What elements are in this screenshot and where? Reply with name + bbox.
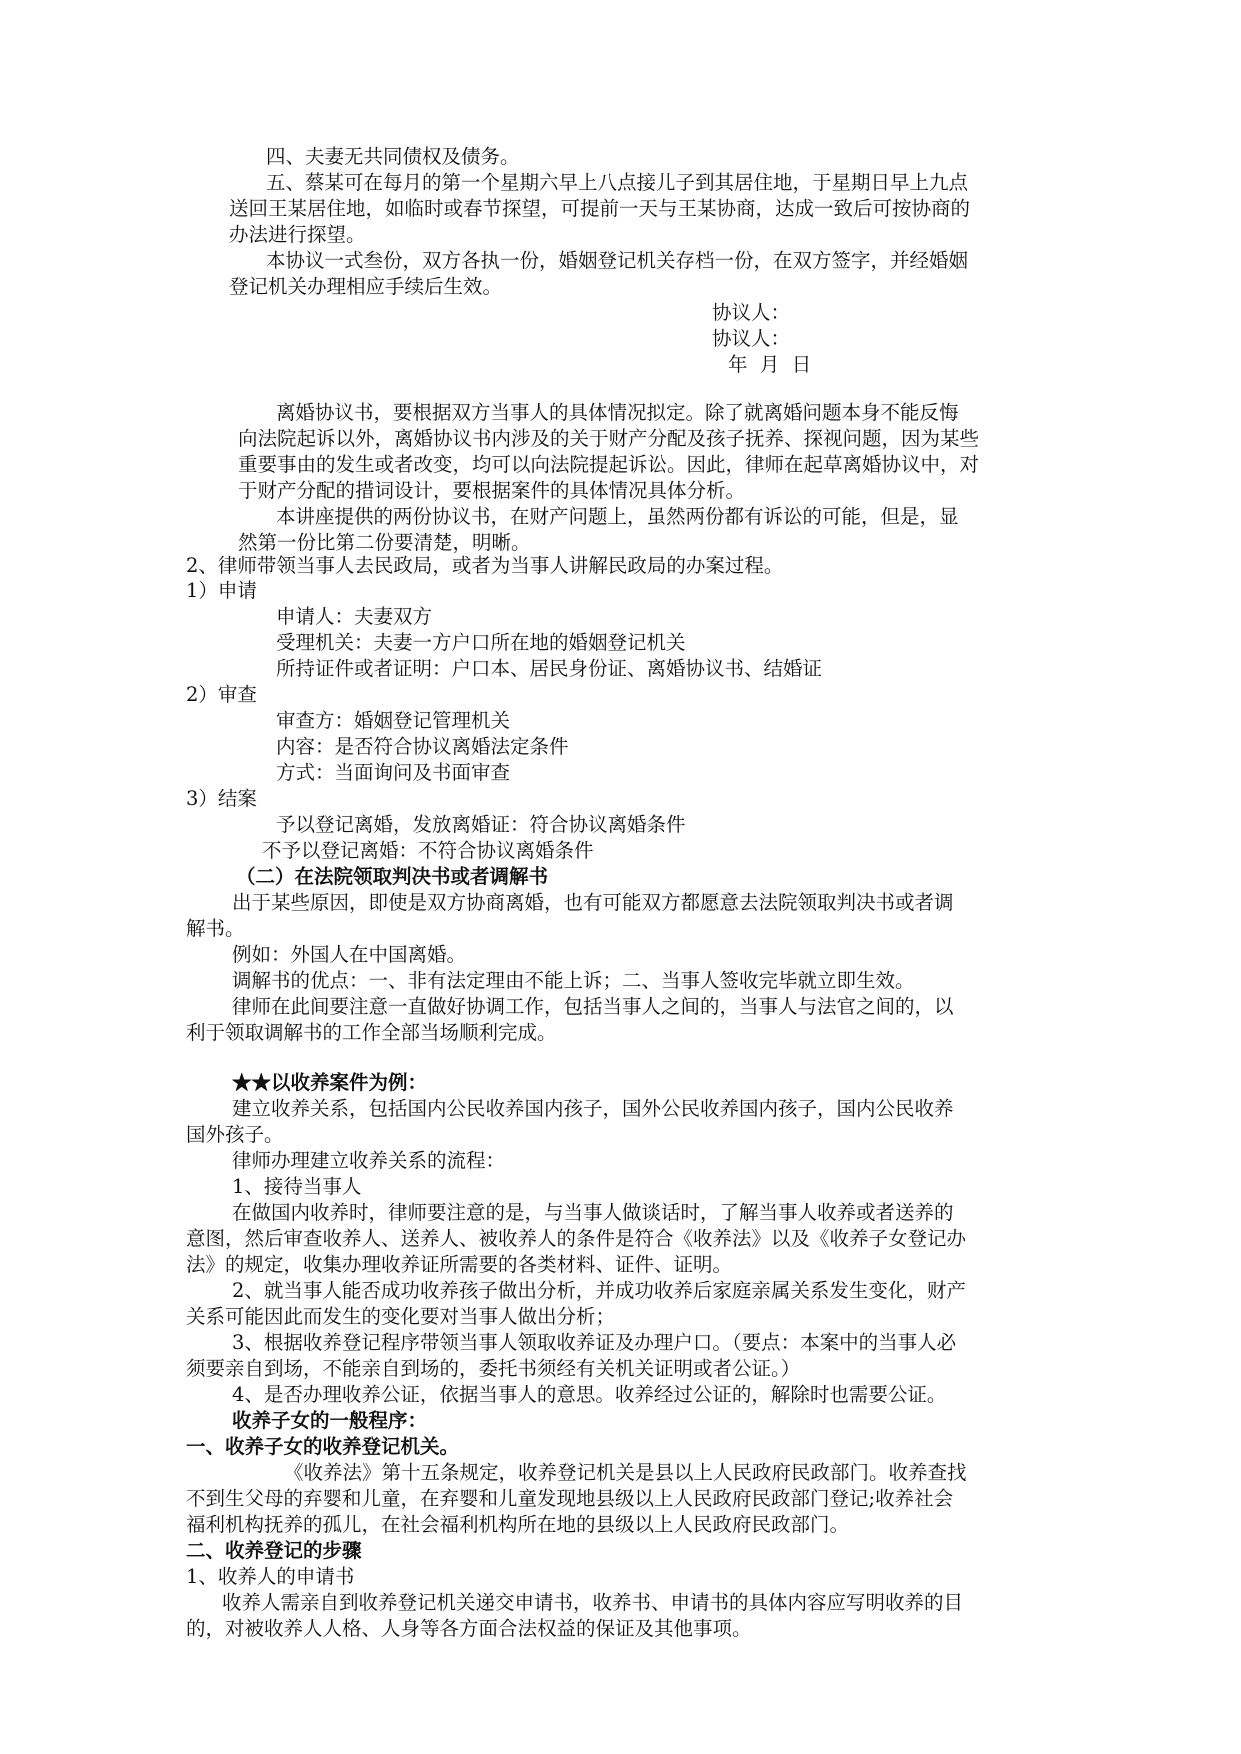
commentary-paragraph-1-cont: 向法院起诉以外，离婚协议书内涉及的关于财产分配及孩子抚养、探视问题，因为某些	[238, 427, 980, 450]
court-paragraph-3: 调解书的优点：一、非有法定理由不能上诉；二、当事人签收完毕就立即生效。	[232, 969, 915, 992]
section-heading-adoption: ★★以收养案件为例：	[232, 1071, 428, 1094]
commentary-paragraph-2: 本讲座提供的两份协议书，在财产问题上，虽然两份都有诉讼的可能，但是，显	[276, 505, 959, 528]
step-apply-authority: 受理机关：夫妻一方户口所在地的婚姻登记机关	[276, 631, 686, 654]
step-close-reject: 不予以登记离婚：不符合协议离婚条件	[262, 839, 594, 862]
adoption-step-3: 3、根据收养登记程序带领当事人领取收养证及办理户口。（要点：本案中的当事人必	[232, 1331, 957, 1354]
commentary-paragraph-2-cont: 然第一份比第二份要清楚，明晰。	[238, 531, 531, 554]
adoption-step-1: 1、接待当事人	[232, 1175, 362, 1198]
adoption-section-2-item-1: 1、收养人的申请书	[186, 1565, 355, 1588]
adoption-section-1-paragraph-cont: 不到生父母的弃婴和儿童，在弃婴和儿童发现地县级以上人民政府民政部门登记;收养社会	[186, 1487, 954, 1510]
signer-line-2: 协议人：	[712, 327, 791, 350]
adoption-paragraph-2: 律师办理建立收养关系的流程：	[232, 1149, 506, 1172]
adoption-general-heading: 收养子女的一般程序：	[232, 1409, 428, 1432]
adoption-section-1-heading: 一、收养子女的收养登记机关。	[186, 1435, 460, 1458]
step-review-content: 内容：是否符合协议离婚法定条件	[276, 735, 569, 758]
adoption-paragraph-4-cont: 意图，然后审查收养人、送养人、被收养人的条件是符合《收养法》以及《收养子女登记办	[186, 1227, 967, 1250]
step-apply: 1）申请	[186, 579, 257, 602]
agreement-item-4: 四、夫妻无共同债权及债务。	[266, 145, 520, 168]
agreement-copies-cont: 登记机关办理相应手续后生效。	[229, 275, 503, 298]
adoption-paragraph-1: 建立收养关系，包括国内公民收养国内孩子，国外公民收养国内孩子，国内公民收养	[232, 1097, 954, 1120]
agreement-copies: 本协议一式叁份，双方各执一份，婚姻登记机关存档一份，在双方签字，并经婚姻	[266, 249, 969, 272]
date-line: 年 月 日	[728, 353, 812, 376]
adoption-step-3-cont: 须要亲自到场，不能亲自到场的，委托书须经有关机关证明或者公证。）	[186, 1357, 801, 1380]
adoption-paragraph-4-cont: 法》的规定，收集办理收养证所需要的各类材料、证件、证明。	[186, 1253, 733, 1276]
step-review: 2）审查	[186, 683, 257, 706]
adoption-section-1-paragraph-cont: 福利机构抚养的孤儿，在社会福利机构所在地的县级以上人民政府民政部门。	[186, 1513, 850, 1536]
adoption-paragraph-4: 在做国内收养时，律师要注意的是，与当事人做谈话时，了解当事人收养或者送养的	[232, 1201, 954, 1224]
step-apply-documents: 所持证件或者证明：户口本、居民身份证、离婚协议书、结婚证	[276, 657, 823, 680]
section-heading-civil-affairs: 2、律师带领当事人去民政局，或者为当事人讲解民政局的办案过程。	[186, 554, 784, 577]
commentary-paragraph-1: 离婚协议书，要根据双方当事人的具体情况拟定。除了就离婚问题本身不能反悔	[276, 401, 959, 424]
adoption-section-2-paragraph: 收养人需亲自到收养登记机关递交申请书，收养书、申请书的具体内容应写明收养的目	[222, 1591, 964, 1614]
adoption-section-1-paragraph: 《收养法》第十五条规定，收养登记机关是县以上人民政府民政部门。收养查找	[284, 1461, 967, 1484]
court-paragraph-1: 出于某些原因，即使是双方协商离婚，也有可能双方都愿意去法院领取判决书或者调	[232, 891, 954, 914]
step-close: 3）结案	[186, 787, 257, 810]
court-paragraph-4-cont: 利于领取调解书的工作全部当场顺利完成。	[186, 1021, 557, 1044]
adoption-step-4: 4、是否办理收养公证，依据当事人的意思。收养经过公证的，解除时也需要公证。	[232, 1383, 947, 1406]
court-paragraph-4: 律师在此间要注意一直做好协调工作，包括当事人之间的，当事人与法官之间的，以	[232, 995, 954, 1018]
agreement-item-5: 五、蔡某可在每月的第一个星期六早上八点接儿子到其居住地，于星期日早上九点	[266, 171, 969, 194]
step-review-party: 审查方：婚姻登记管理机关	[276, 709, 511, 732]
court-paragraph-2: 例如：外国人在中国离婚。	[232, 943, 467, 966]
adoption-section-2-paragraph-cont: 的，对被收养人人格、人身等各方面合法权益的保证及其他事项。	[186, 1617, 752, 1640]
section-heading-court: （二）在法院领取判决书或者调解书	[236, 865, 549, 888]
step-review-method: 方式：当面询问及书面审查	[276, 761, 511, 784]
commentary-paragraph-1-cont: 重要事由的发生或者改变，均可以向法院提起诉讼。因此，律师在起草离婚协议中，对	[238, 453, 980, 476]
adoption-step-2-cont: 关系可能因此而发生的变化要对当事人做出分析；	[186, 1305, 616, 1328]
step-close-approve: 予以登记离婚，发放离婚证：符合协议离婚条件	[276, 813, 686, 836]
adoption-section-2-heading: 二、收养登记的步骤	[186, 1539, 362, 1562]
court-paragraph-1-cont: 解书。	[186, 917, 245, 940]
adoption-step-2: 2、就当事人能否成功收养孩子做出分析，并成功收养后家庭亲属关系发生变化，财产	[232, 1279, 966, 1302]
agreement-item-5-cont: 办法进行探望。	[229, 223, 366, 246]
signer-line-1: 协议人：	[712, 301, 791, 324]
agreement-item-5-cont: 送回王某居住地，如临时或春节探望，可提前一天与王某协商，达成一致后可按协商的	[229, 197, 971, 220]
commentary-paragraph-1-cont: 于财产分配的措词设计，要根据案件的具体情况具体分析。	[238, 479, 746, 502]
step-apply-applicant: 申请人：夫妻双方	[276, 605, 433, 628]
adoption-paragraph-1-cont: 国外孩子。	[186, 1123, 284, 1146]
